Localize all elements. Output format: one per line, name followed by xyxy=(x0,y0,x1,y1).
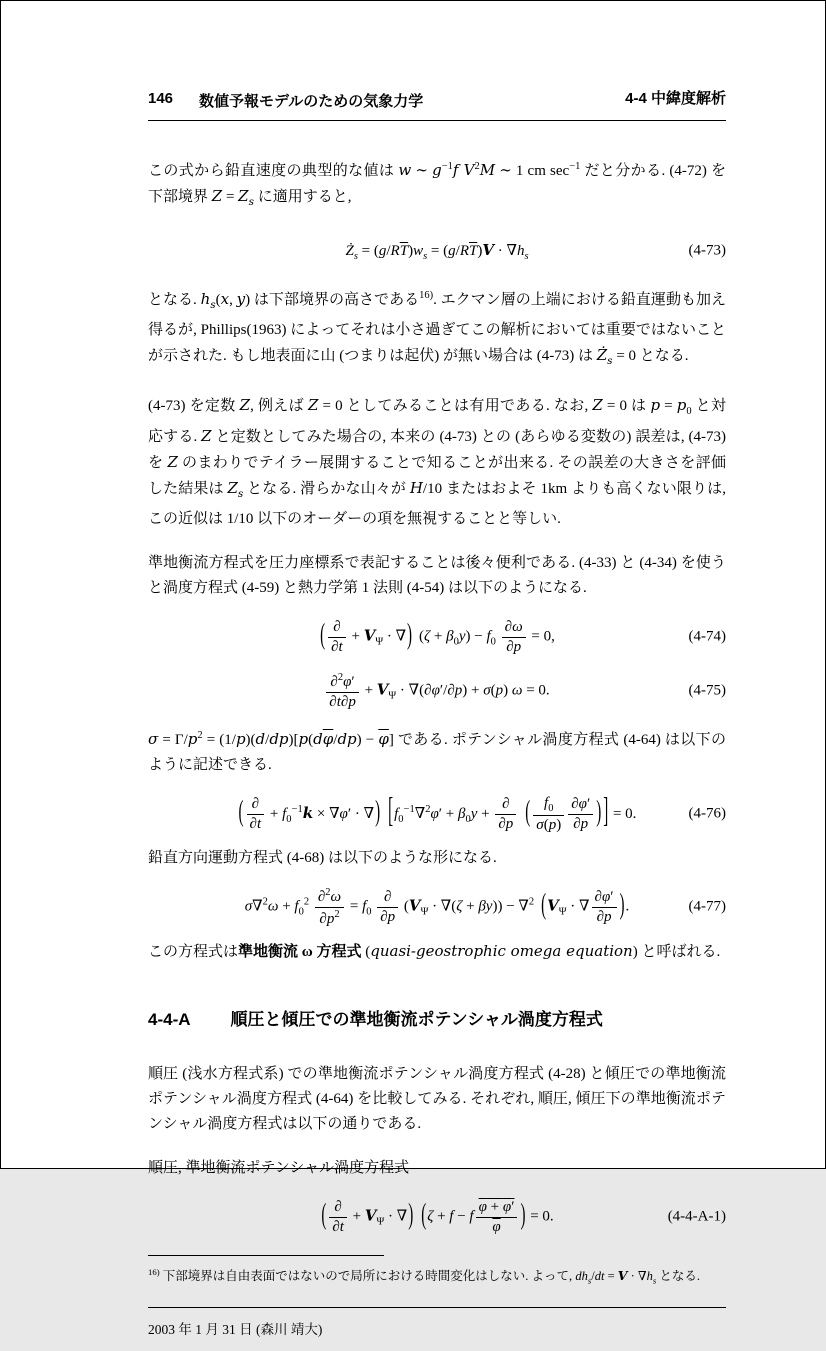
page-number: 146 xyxy=(148,90,174,107)
equation-body: ( $\frac{\partial}{\partial t}$ + $f_0^{-1}k \times \nabla\varphi'$ · ∇) [$f_0^{-1}\nabla^2\varphi' + \beta_0y$ + $\frac{\partial}{\partial p}$ ( $\frac{f_0}{\sigma(p)}$ $\frac{\partial\varphi'}{\partial p}$ ) ] = 0. xyxy=(238,794,637,833)
paragraph: この式から鉛直速度の典型的な値は w ∼ $g^{-1}f$ $V^2M$ ∼ 1 cm $\sec^{-1}$ だと分かる. (4-72) を下部境界 $Z = Z_s$ に適用すると, xyxy=(148,161,726,208)
equation-number: (4-74) xyxy=(688,628,726,645)
footer-separator xyxy=(148,1307,726,1308)
equation-body: $Ż_s = (g/R\overline{T})w_s = (g/R\overline{T})V \cdot \nabla h_s$ xyxy=(345,240,529,262)
paragraph: 順圧, 準地衡流ポテンシャル渦度方程式 xyxy=(148,1160,410,1176)
section-heading xyxy=(148,1005,726,1030)
equation-body: ( $\frac{\partial}{\partial t}$ + $V_\Psi$ · ∇) $(\zeta + \beta_0y) - f_0$ $\frac{\partial\omega}{\partial p}$ = 0, xyxy=(320,618,555,655)
book-title: 数値予報モデルのための気象力学 xyxy=(199,93,424,110)
equation-4-73 xyxy=(148,229,726,273)
equation-4-4-A-1 xyxy=(148,1195,726,1239)
paragraph: $\sigma = \Gamma/p^2 = (1/p)(d/dp)[p(d\overline{\varphi}/dp) - \overline{\varphi}]$ である. ポテンシャル渦度方程式 (4-64) は以下のように記述できる. xyxy=(148,730,726,773)
equation-body: ( $\frac{\partial}{\partial t}$ + $V_\Psi$ · ∇) (ζ + f − f $\frac{\varphi + \varphi'}{\varphi}$ ) = 0. xyxy=(321,1198,554,1235)
equation-number: (4-76) xyxy=(688,805,726,822)
equation-4-75 xyxy=(148,669,726,713)
paragraph: 鉛直方向運動方程式 (4-68) は以下のような形になる. xyxy=(148,850,497,866)
equation-number: (4-73) xyxy=(688,242,726,259)
equation-number: (4-4-A-1) xyxy=(667,1208,726,1225)
equation-number: (4-77) xyxy=(688,898,726,915)
section-title: 順圧と傾圧での準地衡流ポテンシャル渦度方程式 xyxy=(230,1010,603,1029)
paragraph: 準地衡流方程式を圧力座標系で表記することは後々便利である. (4-33) と (4-34) を使うと渦度方程式 (4-59) と熱力学第 1 法則 (4-54) は以下のようになる. xyxy=(148,555,726,596)
equation-4-76 xyxy=(148,792,726,836)
equation-4-74 xyxy=(148,615,726,659)
paragraph: この方程式は準地衡流 ω 方程式 (quasi-geostrophic omega equation) と呼ばれる. xyxy=(148,942,721,960)
footnote-separator xyxy=(148,1255,384,1256)
paragraph: (4-73) を定数 Z, 例えば Z = 0 としてみることは有用である. なお, Z = 0 は $p = p_0$ と対応する. Z と定数としてみた場合の, 本来の (4-73) との (あらゆる変数の) 誤差は, (4-73) を Z のまわりでテイラー展開することで知ることが出来る. その誤差の大きさを評価した結果は $Z_s$ となる. 滑らかな山々が H/10 またはおよそ 1km よりも高くない限りは, この近似は 1/10 以下のオーダーの項を無視することと等しい. xyxy=(148,396,726,527)
section-number: 4-4-A xyxy=(148,1010,191,1029)
paragraph: となる. $h_s(x$, y) は下部境界の高さである$^{16)}$. エクマン層の上端における鉛直運動も加え得るが, Phillips(1963) によってそれは小さ過ぎてこの解析においては重要ではないことが示された. もし地表面に山 (つまりは起伏) が無い場合は (4-73) は $Ż_s = 0$ となる. xyxy=(148,290,726,367)
page-content xyxy=(148,87,726,1351)
equation-body: $\sigma\nabla^2\omega + f_0^2$ $\frac{\partial^2\omega}{\partial p^2}$ = $f_0$ $\frac{\partial}{\partial p}$ $(V_\Psi \cdot \nabla(\zeta + \beta y)) - \nabla^2$ ($V_\Psi$ · ∇ $\frac{\partial\varphi'}{\partial p}$ ). xyxy=(244,886,630,927)
footnote: $^{16)}$ 下部境界は自由表面ではないので局所における時間変化はしない. よって, $dh_s/dt = V \cdot \nabla h_s$ となる. xyxy=(148,1267,701,1286)
chapter-title: 4-4 中緯度解析 xyxy=(625,90,726,107)
equation-4-77 xyxy=(148,885,726,929)
equation-number: (4-75) xyxy=(688,682,726,699)
paragraph: 順圧 (浅水方程式系) での準地衡流ポテンシャル渦度方程式 (4-28) と傾圧での準地衡流ポテンシャル渦度方程式 (4-64) を比較してみる. それぞれ, 順圧, 傾圧下の準地衡流ポテンシャル渦度方程式は以下の通りである. xyxy=(148,1066,726,1132)
running-header xyxy=(148,87,726,121)
page-footer: 2003 年 1 月 31 日 (森川 靖大) xyxy=(148,1321,323,1337)
equation-body: $\frac{\partial^2\varphi'}{\partial t\partial p}$ + $V_\Psi \cdot \nabla(\partial\varphi'/\partial p) + \sigma(p) \omega = 0$. xyxy=(324,671,549,712)
